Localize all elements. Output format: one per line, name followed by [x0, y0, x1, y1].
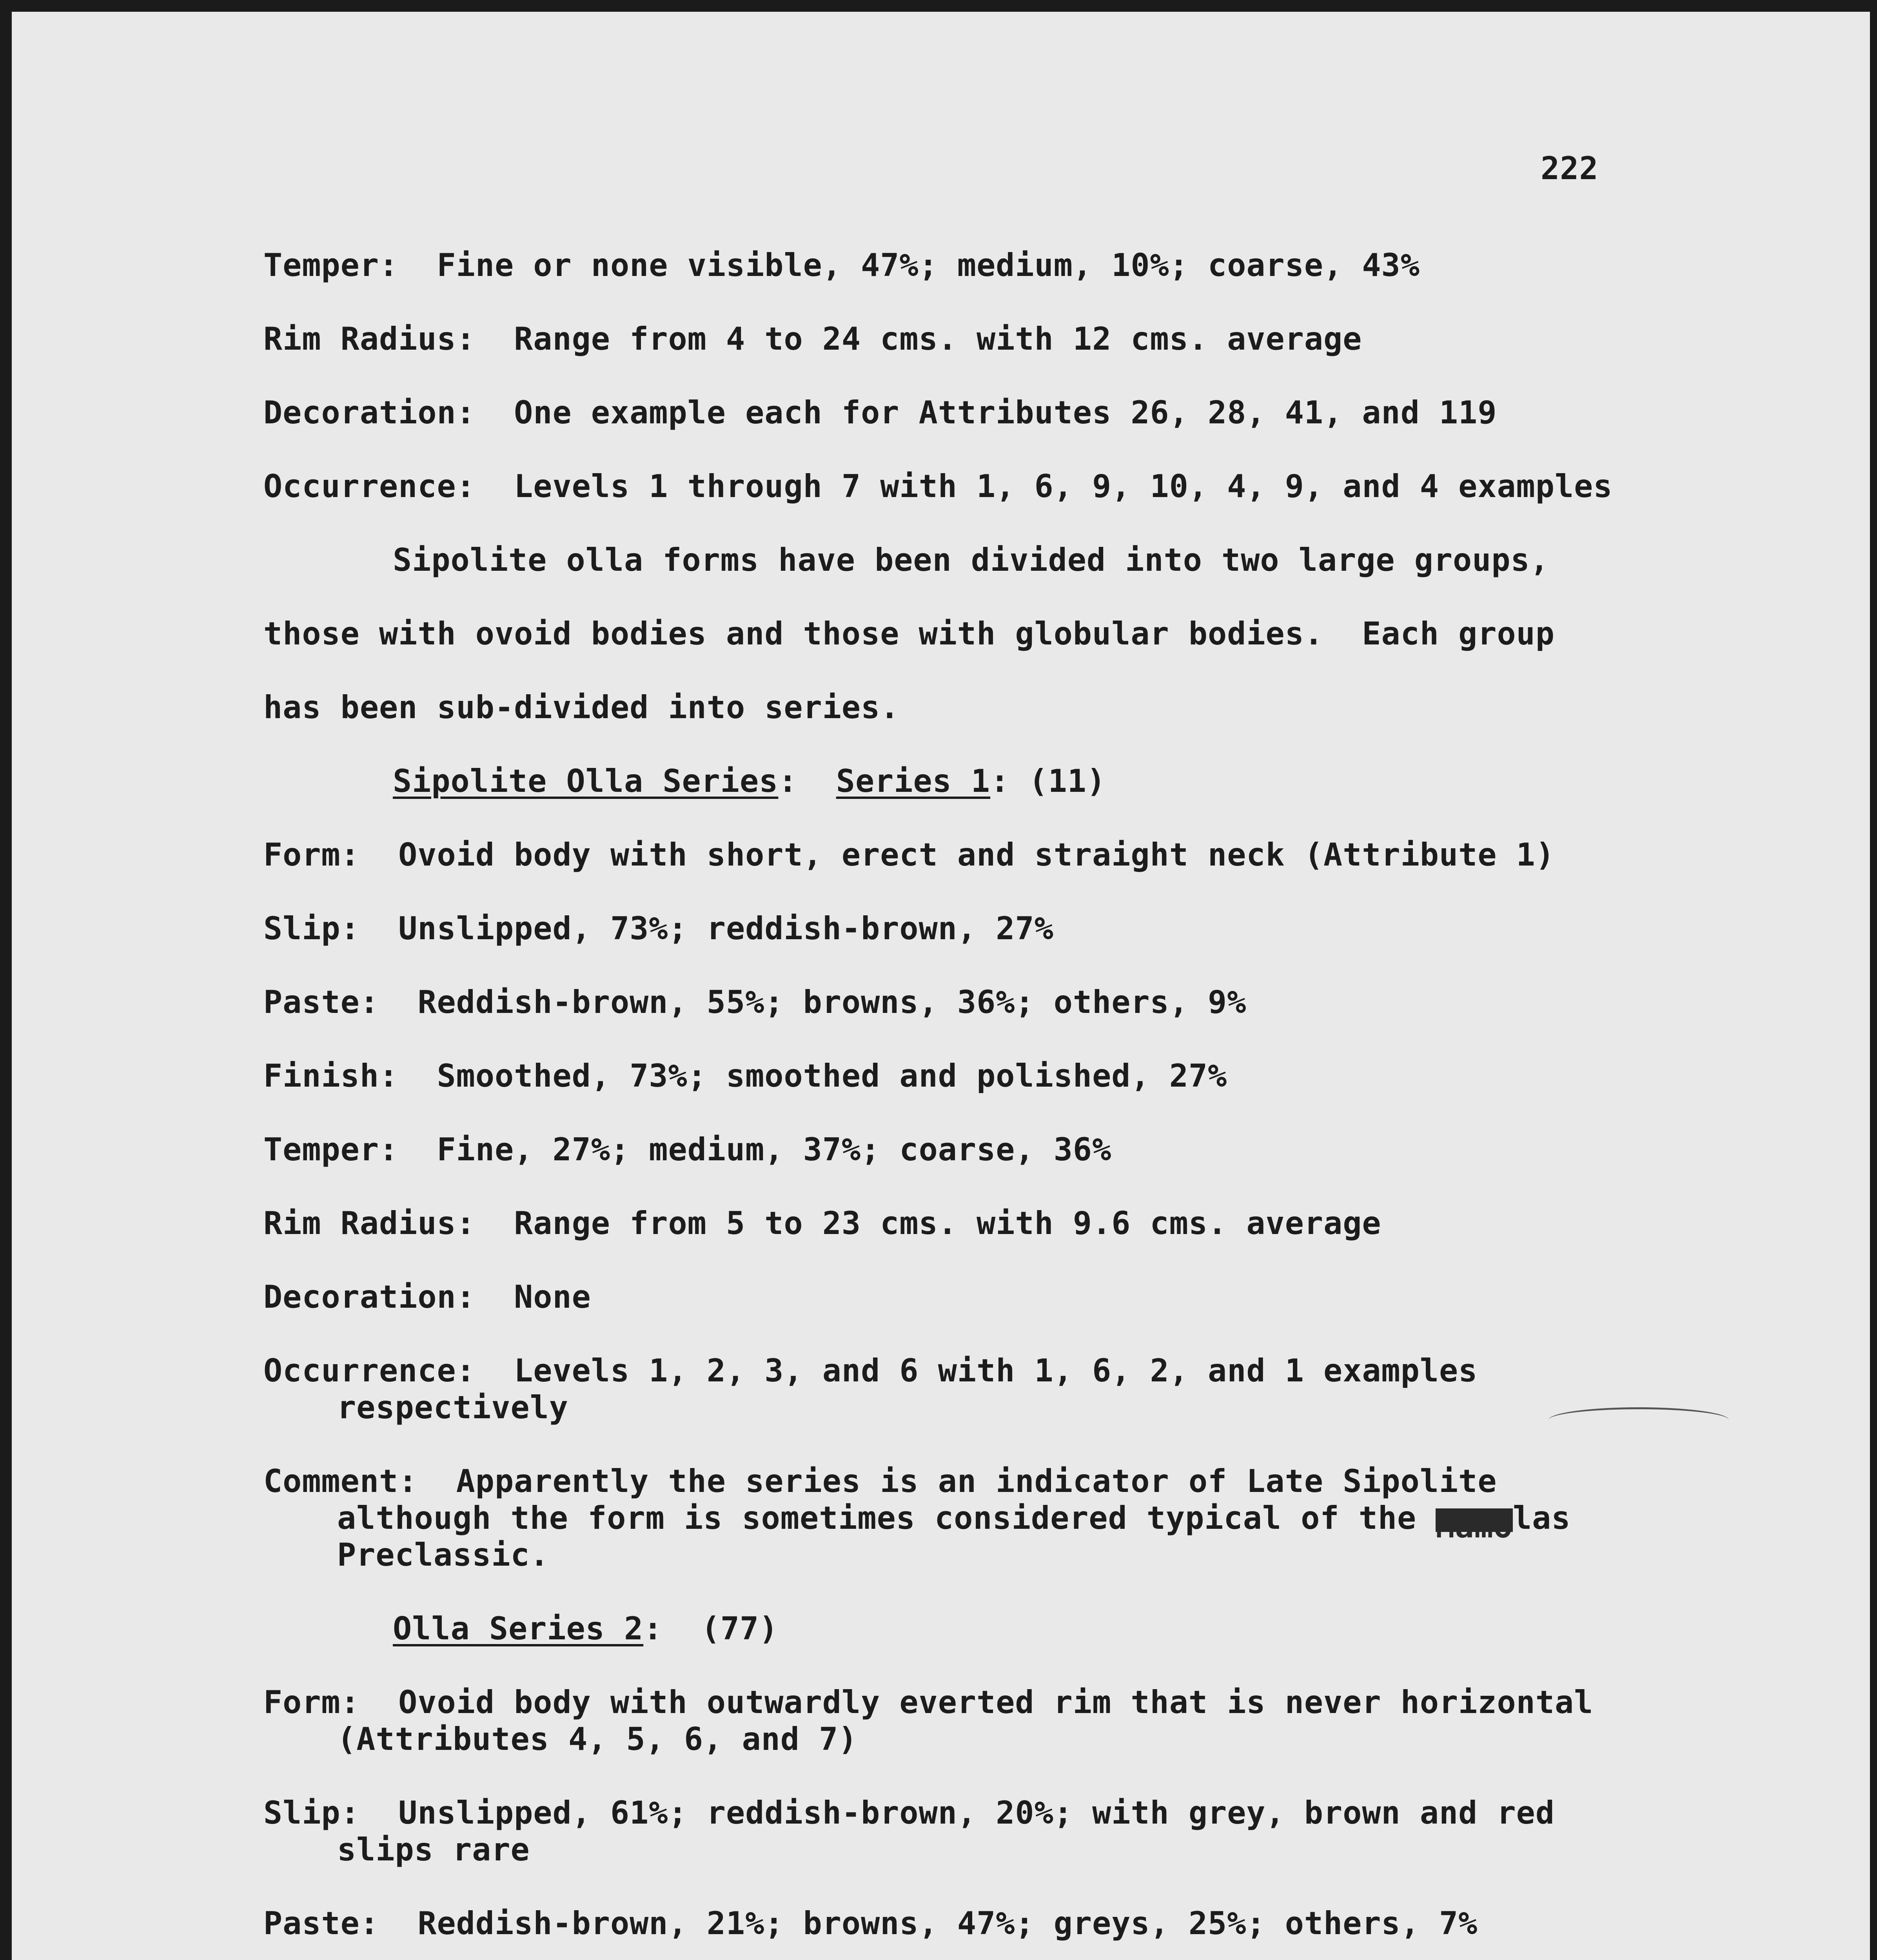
temper-line: [263, 1131, 1111, 1168]
field-value: las: [1513, 1500, 1571, 1536]
field-label: Slip:: [263, 1795, 360, 1831]
decoration-line: [263, 394, 1497, 431]
paste-line: [263, 984, 1246, 1021]
field-label: Comment:: [263, 1463, 418, 1499]
field-value: One example each for Attributes 26, 28, 41, and 119: [514, 394, 1497, 431]
field-label: Rim Radius:: [263, 321, 476, 357]
series-name: Olla Series 2: [393, 1610, 644, 1647]
page-number: 222: [1541, 150, 1599, 187]
series-count: : (11): [990, 763, 1106, 799]
comment-continuation: [337, 1500, 1571, 1545]
separator: :: [778, 763, 836, 799]
rim-radius-line: [263, 321, 1362, 358]
field-label: Occurrence:: [263, 1352, 476, 1389]
paste-line: [263, 1905, 1478, 1942]
paragraph-line: those with ovoid bodies and those with globular bodies. Each group: [263, 615, 1555, 652]
series-name: Sipolite Olla Series: [393, 763, 779, 799]
field-value: Levels 1, 2, 3, and 6 with 1, 6, 2, and 1 examples: [514, 1352, 1478, 1389]
field-value: Unslipped, 73%; reddish-brown, 27%: [398, 910, 1054, 947]
field-value: Ovoid body with outwardly everted rim that is never horizontal: [398, 1684, 1594, 1720]
field-value: Range from 5 to 23 cms. with 9.6 cms. average: [514, 1205, 1381, 1241]
form-line: [263, 1684, 1593, 1721]
comment-continuation: Preclassic.: [337, 1537, 549, 1573]
occurrence-line: [263, 1352, 1478, 1389]
field-label: Finish:: [263, 1058, 399, 1094]
slip-continuation: slips rare: [337, 1831, 530, 1868]
field-label: Decoration:: [263, 394, 476, 431]
field-value: Fine, 27%; medium, 37%; coarse, 36%: [437, 1131, 1112, 1168]
finish-line: [263, 1058, 1227, 1094]
series-1-heading: [393, 763, 1106, 800]
form-line: [263, 837, 1555, 873]
field-value: Range from 4 to 24 cms. with 12 cms. average: [514, 321, 1362, 357]
field-label: Temper:: [263, 247, 399, 283]
rim-radius-line: [263, 1205, 1381, 1242]
field-label: Occurrence:: [263, 468, 476, 505]
paragraph-line: has been sub-divided into series.: [263, 689, 900, 726]
field-label: Form:: [263, 1684, 360, 1720]
field-value: None: [514, 1279, 591, 1315]
field-label: Decoration:: [263, 1279, 476, 1315]
field-value: Reddish-brown, 55%; browns, 36%; others, 9%: [418, 984, 1247, 1020]
slip-line: [263, 910, 1054, 947]
occurrence-continuation: respectively: [337, 1389, 568, 1426]
field-value: Levels 1 through 7 with 1, 6, 9, 10, 4, 9, and 4 examples: [514, 468, 1613, 505]
typed-page: [12, 12, 1870, 1960]
paragraph-line: Sipolite olla forms have been divided into two large groups,: [393, 542, 1549, 578]
field-label: Paste:: [263, 1905, 379, 1942]
field-value: Unslipped, 61%; reddish-brown, 20%; with grey, brown and red: [398, 1795, 1555, 1831]
field-label: Rim Radius:: [263, 1205, 476, 1241]
field-value: Reddish-brown, 21%; browns, 47%; greys, 25%; others, 7%: [418, 1905, 1478, 1942]
series-number: Series 1: [836, 763, 991, 799]
field-label: Slip:: [263, 910, 360, 947]
field-value: Ovoid body with short, erect and straight neck (Attribute 1): [398, 837, 1555, 873]
field-label: Temper:: [263, 1131, 399, 1168]
slip-line: [263, 1795, 1555, 1831]
decoration-line: [263, 1279, 591, 1316]
field-value: Fine or none visible, 47%; medium, 10%; coarse, 43%: [437, 247, 1420, 283]
field-label: Form:: [263, 837, 360, 873]
temper-line: [263, 247, 1420, 284]
field-value: Apparently the series is an indicator of Late Sipolite: [456, 1463, 1497, 1499]
series-2-heading: [393, 1610, 778, 1647]
pencil-mark: [1548, 1407, 1729, 1433]
series-count: : (77): [643, 1610, 779, 1647]
field-value: Smoothed, 73%; smoothed and polished, 27%: [437, 1058, 1227, 1094]
comment-line: [263, 1463, 1497, 1500]
occurrence-line: [263, 468, 1613, 505]
form-continuation: (Attributes 4, 5, 6, and 7): [337, 1721, 858, 1757]
field-value: although the form is sometimes considered typical of the: [337, 1500, 1436, 1536]
struck-out-text: Mamo: [1436, 1508, 1513, 1545]
field-label: Paste:: [263, 984, 379, 1020]
